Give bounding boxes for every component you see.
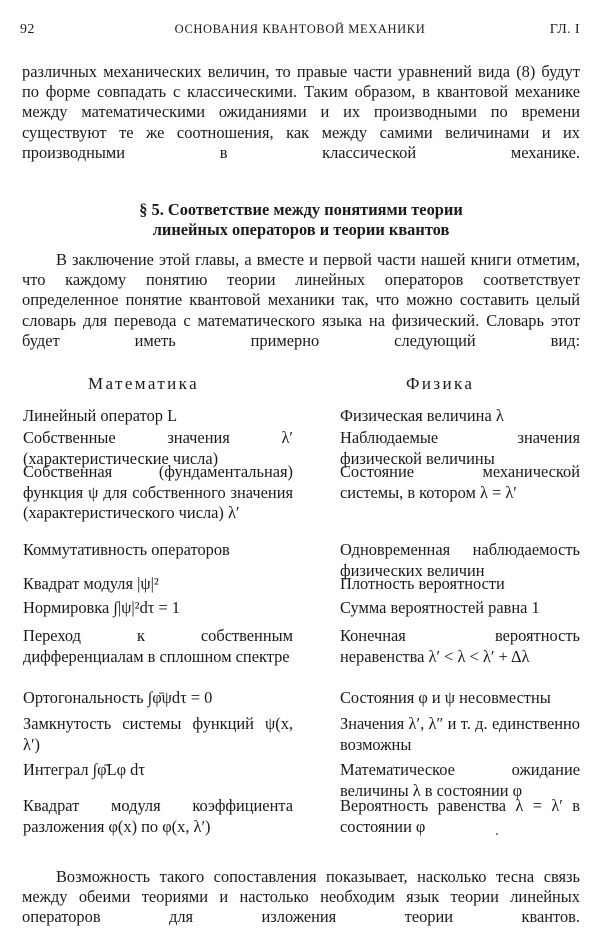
- math-term: Собственная (фундаментальная) функция ψ для собственного значения (характеристического числа) λ′: [23, 462, 293, 522]
- chapter-label: ГЛ. I: [549, 22, 580, 37]
- physics-term: Сумма вероятностей равна 1: [340, 598, 540, 617]
- physics-term: Физическая величина λ: [340, 406, 504, 425]
- math-term: Замкнутость системы функций ψ(x, λ′): [23, 714, 293, 754]
- paragraph-conclusion: Возможность такого сопоставления показывает, насколько тесна связь между обеими теориями и настолько необходим язык теории линейных операторов для изложения теории квантов.: [22, 867, 580, 927]
- paragraph-continuation: различных механических величин, то правые части уравнений вида (8) будут по форме совпадать с классическими. Таким образом, в квантовой механике между математическими ожиданиями и их производными по времени существуют те же соотношения, как между самими величинами и их производными в классической механике.: [22, 62, 580, 162]
- section-heading: [22, 200, 580, 239]
- physics-term: Математическое ожидание величины λ в состоянии φ: [340, 760, 580, 800]
- math-term: Коммутативность операторов: [23, 540, 230, 559]
- math-term: Квадрат модуля |ψ|²: [23, 574, 159, 593]
- math-term: Линейный оператор L: [23, 406, 178, 425]
- physics-term: Плотность вероятности: [340, 574, 505, 593]
- physics-term: Значения λ′, λ″ и т. д. единственно возможны: [340, 714, 580, 754]
- math-term: Нормировка ∫|ψ|²dτ = 1: [23, 598, 180, 617]
- math-term: Квадрат модуля коэффициента разложения φ(x) по φ(x, λ′): [23, 796, 293, 836]
- physics-term: Конечная вероятность неравенства λ′ < λ < λ′ + Δλ: [340, 626, 580, 666]
- physics-column-header: Физика: [406, 374, 475, 393]
- math-column-header: Математика: [88, 374, 200, 393]
- math-term: Ортогональность ∫φ̄ψdτ = 0: [23, 688, 213, 707]
- math-term: Интеграл ∫φ̄Lφ dτ: [23, 760, 145, 779]
- physics-term: Одновременная наблюдаемость физических величин: [340, 540, 580, 580]
- running-head: [20, 22, 580, 42]
- physics-term: Вероятность равенства λ = λ′ в состоянии φ: [340, 796, 580, 836]
- paragraph-intro: В заключение этой главы, а вместе и первой части нашей книги отметим, что каждому понятию теории линейных операторов соответствует определенное понятие квантовой механики так, что можно составить целый словарь для перевода с математического языка на физический. Словарь этот будет иметь примерно следующий вид:: [22, 250, 580, 350]
- physics-term: Состояния φ и ψ несовместны: [340, 688, 551, 707]
- section-title-line-2: линейных операторов и теории квантов: [152, 219, 450, 239]
- page-number: 92: [20, 22, 35, 37]
- ink-speck: [496, 833, 498, 835]
- math-term: Переход к собственным дифференциалам в сплошном спектре: [23, 626, 293, 666]
- section-title-line-1: § 5. Соответствие между понятиями теории: [139, 200, 463, 219]
- physics-term: Состояние механической системы, в котором λ = λ′: [340, 462, 580, 502]
- math-term: Собственные значения λ′ (характеристические числа): [23, 428, 293, 468]
- running-title: ОСНОВАНИЯ КВАНТОВОЙ МЕХАНИКИ: [174, 22, 426, 36]
- physics-term: Наблюдаемые значения физической величины: [340, 428, 580, 468]
